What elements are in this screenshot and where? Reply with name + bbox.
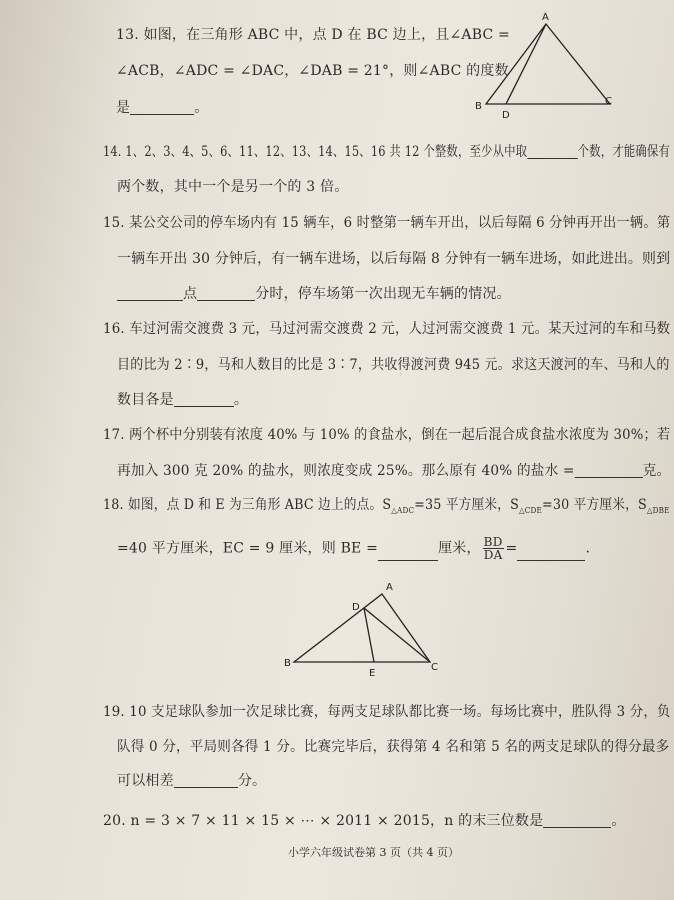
q16-line2 xyxy=(117,358,670,372)
q19-text-3-end: 分。 xyxy=(237,773,267,789)
q13-label-D: D xyxy=(502,110,510,121)
q13-label-B: B xyxy=(475,101,482,112)
q13-line1 xyxy=(116,28,510,42)
q19-text-3: 可以相差 xyxy=(117,773,174,789)
q19-text-2: 队得 0 分，平局则各得 1 分。比赛完毕后，获得第 4 名和第 5 名的两支足球队的得分最多 xyxy=(117,739,670,755)
q18-text-2b: 厘米， xyxy=(438,540,481,557)
q15-text-1: 15. 某公交公司的停车场内有 15 辆车，6 时整第一辆车开出，以后每隔 6 分钟再开出一辆。第 xyxy=(103,215,671,231)
q16-text-2: 目的比为 2∶9，马和人数目的比是 3∶7，共收得渡河费 945 元。求这天渡河的车、马和人的 xyxy=(117,357,670,373)
q18-label-E: E xyxy=(369,668,376,679)
q18-label-D: D xyxy=(352,602,360,613)
q18-be-blank[interactable] xyxy=(378,546,438,561)
q16-line3 xyxy=(117,392,248,407)
q18-text-1b: =35 平方厘米，S xyxy=(414,497,520,513)
q15-line2 xyxy=(117,252,670,266)
q18-triangle-figure xyxy=(282,580,442,680)
q19-line1 xyxy=(103,705,670,719)
q18-label-B: B xyxy=(284,658,291,669)
q15-text-2: 一辆车开出 30 分钟后，有一辆车进场，以后每隔 8 分钟有一辆车进场，如此进出。则到 xyxy=(117,251,671,267)
q16-line1 xyxy=(103,322,670,336)
q18-line1 xyxy=(103,498,670,518)
q18-sub-dbe: △DBE xyxy=(646,505,670,515)
q18-ratio-blank[interactable] xyxy=(517,546,585,561)
q13-text-3-end: 。 xyxy=(194,100,209,116)
q13-line2 xyxy=(116,64,509,78)
q13-text-3: 是 xyxy=(116,100,131,116)
q17-line1 xyxy=(103,428,670,442)
q18-fraction xyxy=(483,536,504,561)
q18-sub-cde: △CDE xyxy=(519,505,543,515)
q13-label-C: C xyxy=(605,96,612,107)
q18-text-2c: = xyxy=(505,540,518,557)
q17-text-2-end: 克。 xyxy=(642,463,671,479)
q20-line1 xyxy=(103,813,626,828)
q16-text-1: 16. 车过河需交渡费 3 元，马过河需交渡费 2 元，人过河需交渡费 1 元。某天过河的车和马数 xyxy=(103,321,671,337)
q15-line3 xyxy=(117,286,511,301)
q18-text-1c: =30 平方厘米，S xyxy=(542,497,647,513)
q17-answer-blank[interactable] xyxy=(575,463,643,478)
q14-line1 xyxy=(103,144,670,159)
q14-text-1-end: 个数，才能确保有 xyxy=(577,144,671,160)
q13-text-1: 13. 如图，在三角形 ABC 中，点 D 在 BC 边上，且∠ABC = xyxy=(116,27,510,43)
q18-text-2d: . xyxy=(585,540,591,557)
q20-text-1: 20. n = 3 × 7 × 11 × 15 × ⋯ × 2011 × 2015，n 的末三位数是 xyxy=(103,813,544,829)
q15-hour-blank[interactable] xyxy=(117,286,183,301)
q14-line2 xyxy=(117,180,348,194)
q15-line1 xyxy=(103,216,670,230)
q18-label-C: C xyxy=(431,662,438,673)
q13-label-A: A xyxy=(542,12,549,23)
q18-frac-den: DA xyxy=(483,548,503,562)
q17-text-1: 17. 两个杯中分别装有浓度 40% 与 10% 的食盐水，倒在一起后混合成食盐水浓度为 30%；若 xyxy=(103,427,671,443)
q13-text-2: ∠ACB，∠ADC = ∠DAC，∠DAB = 21°，则∠ABC 的度数 xyxy=(116,63,509,79)
q19-text-1: 19. 10 支足球队参加一次足球比赛，每两支足球队都比赛一场。每场比赛中，胜队得 3 分，负 xyxy=(103,704,671,720)
q16-answer-blank[interactable] xyxy=(174,392,234,407)
q15-text-3-end: 分时，停车场第一次出现无车辆的情况。 xyxy=(255,286,511,302)
q18-label-A: A xyxy=(386,582,393,593)
q15-minute-blank[interactable] xyxy=(197,286,255,301)
q17-line2 xyxy=(117,463,670,478)
q13-line3 xyxy=(116,100,208,115)
q19-answer-blank[interactable] xyxy=(174,773,238,788)
page-footer: 小学六年级试卷第 3 页（共 4 页） xyxy=(288,846,459,859)
q19-line2 xyxy=(117,740,669,754)
q16-text-3: 数目各是 xyxy=(117,392,174,408)
q14-text-2: 两个数，其中一个是另一个的 3 倍。 xyxy=(117,179,349,195)
q14-text-1: 14. 1、2、3、4、5、6、11、12、13、14、15、16 共 12 个整数，至少从中取 xyxy=(103,144,528,160)
q18-frac-num: BD xyxy=(483,535,503,549)
q15-text-3-mid: 点 xyxy=(183,286,198,302)
q16-text-3-end: 。 xyxy=(233,392,249,408)
q18-text-2a: =40 平方厘米，EC = 9 厘米，则 BE = xyxy=(117,540,379,557)
q20-text-1-end: 。 xyxy=(611,813,626,829)
q13-answer-blank[interactable] xyxy=(130,100,194,115)
q18-text-1a: 18. 如图，点 D 和 E 为三角形 ABC 边上的点。S xyxy=(103,497,392,513)
q19-line3 xyxy=(117,773,266,788)
q18-sub-adc: △ADC xyxy=(391,505,415,515)
q13-triangle-figure xyxy=(470,8,630,128)
q18-line2 xyxy=(117,536,590,561)
q17-text-2: 再加入 300 克 20% 的盐水，则浓度变成 25%。那么原有 40% 的盐水 = xyxy=(117,463,575,479)
q20-answer-blank[interactable] xyxy=(543,813,611,828)
q14-answer-blank[interactable] xyxy=(527,144,577,159)
